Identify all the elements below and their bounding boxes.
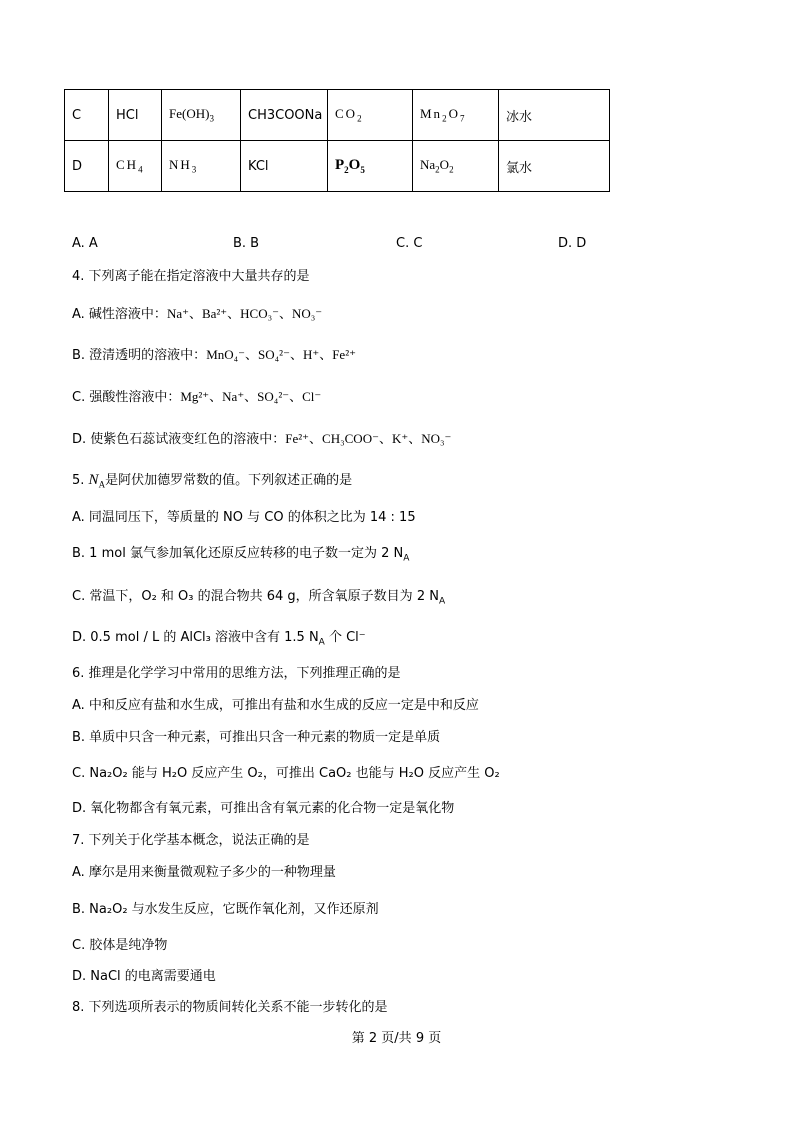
q3-option-c: C. C bbox=[396, 236, 423, 251]
table-cell: $P_2O_5$ bbox=[328, 141, 413, 192]
table-cell: $Fe(OH)_3$ bbox=[162, 90, 241, 141]
q5-option-c: C. 常温下，O₂ 和 O₃ 的混合物共 64 g，所含氧原子数目为 2 $N_A$ bbox=[72, 589, 446, 607]
table-cell: $Na_2O_2$ bbox=[413, 141, 499, 192]
q4-stem: 4. 下列离子能在指定溶液中大量共存的是 bbox=[72, 269, 310, 284]
q6-option-a: A. 中和反应有盐和水生成，可推出有盐和水生成的反应一定是中和反应 bbox=[72, 698, 479, 713]
table-cell: HCl bbox=[109, 90, 162, 141]
q4-option-b: B. 澄清透明的溶液中：MnO₄⁻、SO₄²⁻、H⁺、Fe²⁺ bbox=[72, 347, 356, 363]
q7-option-d: D. NaCl 的电离需要通电 bbox=[72, 969, 216, 984]
q5-option-a: A. 同温同压下，等质量的 NO 与 CO 的体积之比为 14 : 15 bbox=[72, 510, 416, 525]
q6-option-c: C. Na₂O₂ 能与 H₂O 反应产生 O₂，可推出 CaO₂ 也能与 H₂O 反应产生 O₂ bbox=[72, 766, 500, 781]
q4-option-d: D. 使紫色石蕊试液变红色的溶液中：Fe²⁺、CH₃COO⁻、K⁺、NO₃⁻ bbox=[72, 431, 452, 447]
q7-option-a: A. 摩尔是用来衡量微观粒子多少的一种物理量 bbox=[72, 865, 336, 880]
substance-table bbox=[64, 89, 610, 192]
q4-option-a: A. 碱性溶液中：Na⁺、Ba²⁺、HCO₃⁻、NO₃⁻ bbox=[72, 306, 323, 322]
q6-stem: 6. 推理是化学学习中常用的思维方法，下列推理正确的是 bbox=[72, 666, 401, 681]
q4-option-c: C. 强酸性溶液中：Mg²⁺、Na⁺、SO₄²⁻、Cl⁻ bbox=[72, 389, 322, 405]
q5-option-b: B. 1 mol 氯气参加氧化还原反应转移的电子数一定为 2 $N_A$ bbox=[72, 546, 410, 564]
q3-option-d: D. D bbox=[558, 236, 587, 251]
table-row bbox=[65, 90, 610, 141]
table-row bbox=[65, 141, 610, 192]
q3-option-a: A. A bbox=[72, 236, 98, 251]
q7-option-c: C. 胶体是纯净物 bbox=[72, 938, 168, 953]
page-footer: 第 2 页/共 9 页 bbox=[351, 1031, 442, 1046]
table-cell: 氯水 bbox=[499, 141, 610, 192]
q6-option-b: B. 单质中只含一种元素，可推出只含一种元素的物质一定是单质 bbox=[72, 730, 441, 745]
table-cell: CH3COONa bbox=[241, 90, 328, 141]
q3-option-b: B. B bbox=[233, 236, 260, 251]
table-cell: $CH_4$ bbox=[109, 141, 162, 192]
q7-option-b: B. Na₂O₂ 与水发生反应，它既作氧化剂，又作还原剂 bbox=[72, 902, 379, 917]
row-label: D bbox=[65, 141, 109, 192]
q5-option-d: D. 0.5 mol / L 的 AlCl₃ 溶液中含有 1.5 $N_A$ 个 Cl⁻ bbox=[72, 630, 366, 648]
q5-stem: 5. $N_A$是阿伏加德罗常数的值。下列叙述正确的是 bbox=[72, 472, 353, 490]
table-cell: 冰水 bbox=[499, 90, 610, 141]
table-cell: KCl bbox=[241, 141, 328, 192]
table-cell: $Mn_2O_7$ bbox=[413, 90, 499, 141]
q7-stem: 7. 下列关于化学基本概念，说法正确的是 bbox=[72, 833, 310, 848]
q6-option-d: D. 氧化物都含有氧元素，可推出含有氧元素的化合物一定是氧化物 bbox=[72, 801, 455, 816]
table-cell: $NH_3$ bbox=[162, 141, 241, 192]
row-label: C bbox=[65, 90, 109, 141]
table-cell: $CO_2$ bbox=[328, 90, 413, 141]
q8-stem: 8. 下列选项所表示的物质间转化关系不能一步转化的是 bbox=[72, 1000, 388, 1015]
